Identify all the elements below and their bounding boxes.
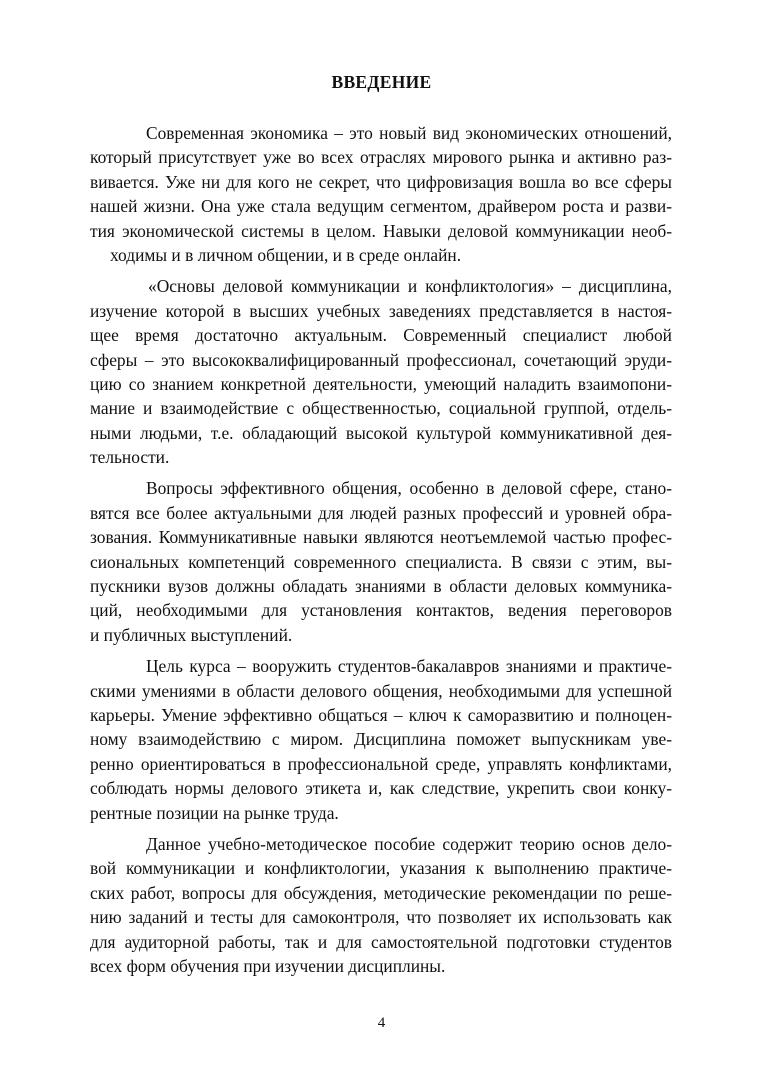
text-line: ренно ориентироваться в профессиональной среде, управлять конфликтами,	[90, 753, 672, 774]
text-line: для аудиторной работы, так и для самостоятельной подготовки студентов	[90, 931, 672, 952]
text-line: тия экономической системы в целом. Навыки деловой коммуникации необ-	[90, 220, 672, 241]
text-line: скими умениями в области делового общения, необходимыми для успешной	[90, 680, 672, 701]
text-line: Данное учебно-методическое пособие содержит теорию основ дело-	[146, 833, 672, 854]
page-title: ВВЕДЕНИЕ	[331, 72, 432, 92]
text-line: ному взаимодействию с миром. Дисциплина поможет выпускникам уве-	[90, 729, 672, 750]
text-line: зования. Коммуникативные навыки являются неотъемлемой частью профес-	[90, 527, 672, 548]
page-number: 4	[377, 1015, 386, 1031]
text-line: мание и взаимодействие с общественностью, социальной группой, отдель-	[90, 398, 672, 419]
document-body	[90, 121, 672, 985]
paragraph-4	[90, 654, 672, 825]
text-line: Цель курса – вооружить студентов-бакалавров знаниями и практиче-	[146, 656, 672, 677]
text-line: ходимы и в личном общении, и в среде онлайн.	[110, 244, 462, 265]
text-line: Современная экономика – это новый вид экономических отношений,	[146, 123, 672, 143]
text-line: вивается. Уже ни для кого не секрет, что цифровизация вошла во все сферы	[90, 171, 672, 192]
text-line: сиональных компетенций современного специалиста. В связи с этим, вы-	[90, 551, 672, 572]
text-line: всех форм обучения при изучении дисциплины.	[90, 955, 446, 976]
text-line: карьеры. Умение эффективно общаться – ключ к саморазвитию и полноцен-	[90, 704, 672, 725]
text-line: изучение которой в высших учебных заведениях представляется в настоя-	[90, 300, 672, 321]
text-line: нашей жизни. Она уже стала ведущим сегментом, драйвером роста и разви-	[90, 196, 672, 217]
text-line: ными людьми, т.е. обладающий высокой культурой коммуникативной дея-	[90, 422, 672, 443]
text-line: нию заданий и тесты для самоконтроля, что позволяет их использовать как	[90, 907, 672, 928]
paragraph-3	[90, 476, 672, 647]
text-line: вятся все более актуальными для людей разных профессий и уровней обра-	[90, 502, 672, 523]
text-line: ских работ, вопросы для обсуждения, методические рекомендации по реше-	[90, 882, 672, 903]
text-line: соблюдать нормы делового этикета и, как следствие, укрепить свои конку-	[90, 778, 672, 799]
text-line: щее время достаточно актуальным. Современный специалист любой	[90, 325, 672, 346]
text-line: и публичных выступлений.	[90, 624, 293, 645]
text-line: сферы – это высококвалифицированный профессионал, сочетающий эруди-	[90, 349, 672, 370]
text-line: цию со знанием конкретной деятельности, умеющий наладить взаимопони-	[90, 373, 672, 394]
paragraph-5	[90, 832, 672, 978]
text-line: который присутствует уже во всех отраслях мирового рынка и активно раз-	[90, 147, 672, 168]
text-line: вой коммуникации и конфликтологии, указания к выполнению практиче-	[90, 858, 672, 879]
text-line: «Основы деловой коммуникации и конфликтология» – дисциплина,	[148, 276, 672, 297]
text-line: рентные позиции на рынке труда.	[90, 802, 339, 823]
paragraph-1	[90, 121, 672, 267]
text-line: пускники вузов должны обладать знаниями в области деловых коммуника-	[90, 576, 672, 597]
text-line: тельности.	[90, 447, 170, 468]
text-line: ций, необходимыми для установления контактов, ведения переговоров	[90, 600, 672, 621]
paragraph-2	[90, 274, 672, 469]
text-line: Вопросы эффективного общения, особенно в деловой сфере, стано-	[146, 478, 672, 499]
